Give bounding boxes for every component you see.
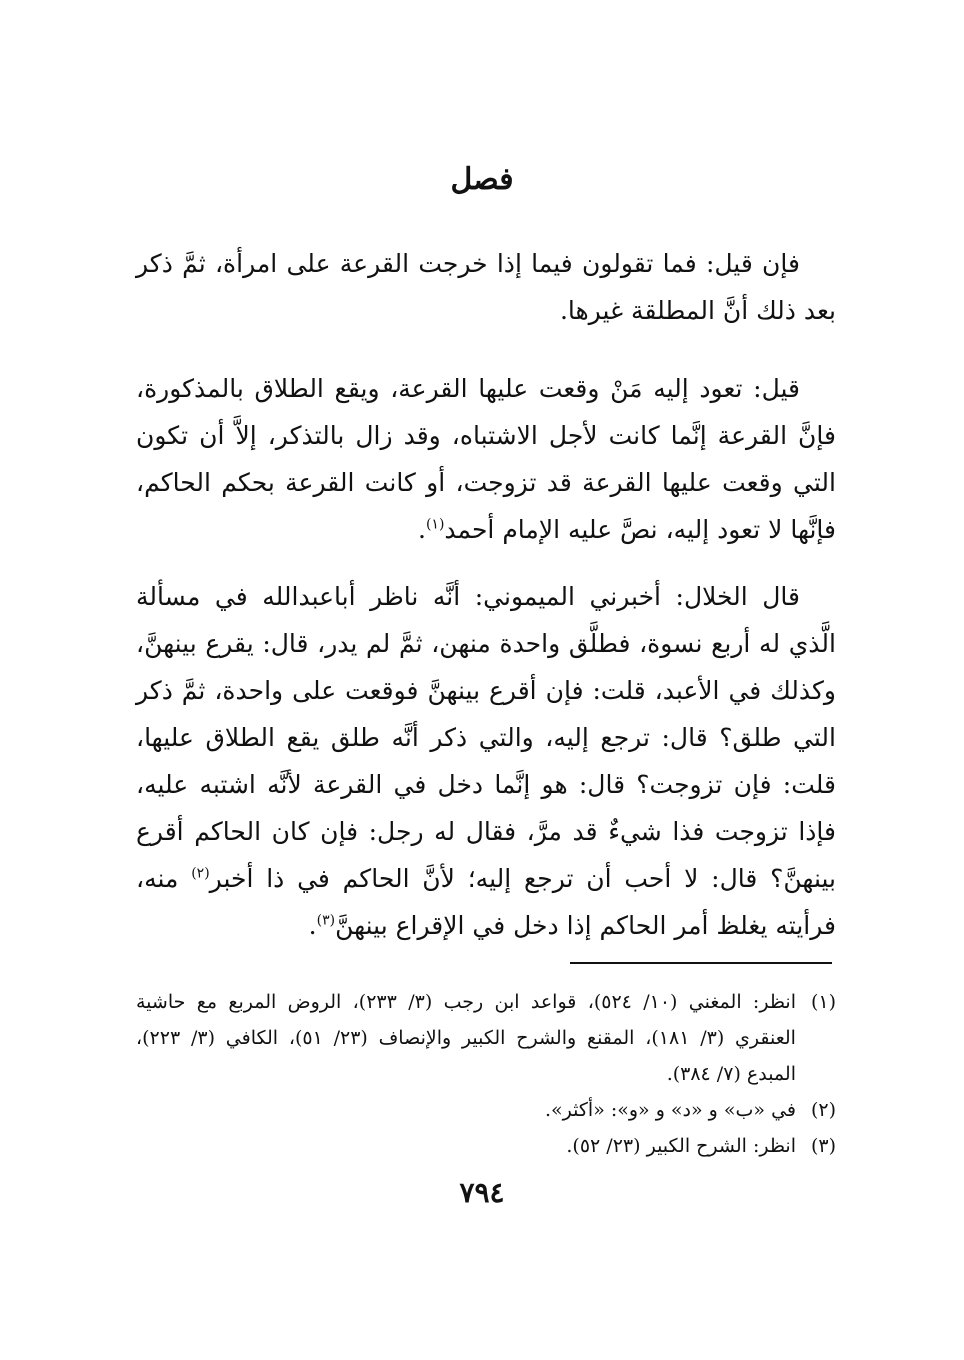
paragraph-khallal (136, 573, 836, 949)
page-number: ٧٩٤ (459, 1176, 505, 1209)
footnote-reference: (٢) (191, 865, 210, 882)
paragraph-text: منه، فرأيته يغلظ أمر الحاكم إذا دخل في الإقراع بينهنَّ (136, 864, 836, 940)
footnote-item (136, 1128, 836, 1164)
footnote-text: انظر: المغني (١٠/ ٥٢٤)، قواعد ابن رجب (٣/ ٢٣٣)، الروض المربع مع حاشية العنقري (٣/ ١٨١)، المقنع والشرح الكبير والإنصاف (٢٣/ ٥١)، الكافي (٣/ ٢٢٣)، المبدع (٧/ ٣٨٤). (136, 991, 796, 1085)
footnote-number: (٣) (810, 1135, 836, 1157)
footnote-number: (٢) (810, 1099, 836, 1121)
footnote-item (136, 984, 836, 1092)
footnote-reference: (١) (425, 516, 445, 533)
footnote-item (136, 1092, 836, 1128)
paragraph-text: قال الخلال: أخبرني الميموني: أنَّه ناظر أباعبدالله في مسألة الَّذي له أربع نسوة، فطلَّق واحدة منهن، ثمَّ لم يدر، قال: يقرع بينهنَّ، وكذلك في الأعبد، قلت: فإن أقرع بينهنَّ فوقعت على واحدة، ثمَّ ذكر التي طلق؟ قال: ترجع إليه، والتي ذكر أنَّه طلق يقع الطلاق عليها، قلت: فإن تزوجت؟ قال: هو إنَّما دخل في القرعة لأنَّه اشتبه عليه، فإذا تزوجت فذا شيءٌ قد مرَّ، فقال له رجل: فإن كان الحاكم أقرع بينهنَّ؟ قال: لا أحب أن ترجع إليه؛ لأنَّ الحاكم في ذا أخبر (136, 582, 836, 893)
footnote-divider (570, 962, 832, 964)
footnotes (136, 984, 836, 1164)
paragraph-text: فإن قيل: فما تقولون فيما إذا خرجت القرعة على امرأة، ثمَّ ذكر بعد ذلك أنَّ المطلقة غيرها. (136, 249, 836, 325)
footnote-text: في «ب» و «د» و «و»: «أكثر». (544, 1099, 796, 1121)
footnote-text: انظر: الشرح الكبير (٢٣/ ٥٢). (566, 1135, 796, 1157)
footnote-number: (١) (810, 991, 836, 1013)
paragraph-answer (136, 365, 836, 553)
paragraph-question (136, 240, 836, 334)
paragraph-text: قيل: تعود إليه مَنْ وقعت عليها القرعة، ويقع الطلاق بالمذكورة، فإنَّ القرعة إنَّما كانت لأجل الاشتباه، وقد زال بالتذكر، إلاَّ أن تكون التي وقعت عليها القرعة قد تزوجت، أو كانت القرعة بحكم الحاكم، فإنَّها لا تعود إليه، نصَّ عليه الإمام أحمد (136, 374, 836, 544)
section-title: فصل (450, 162, 514, 197)
paragraph-end: . (417, 515, 426, 544)
footnote-reference: (٣) (316, 912, 336, 929)
paragraph-end: . (308, 911, 317, 940)
